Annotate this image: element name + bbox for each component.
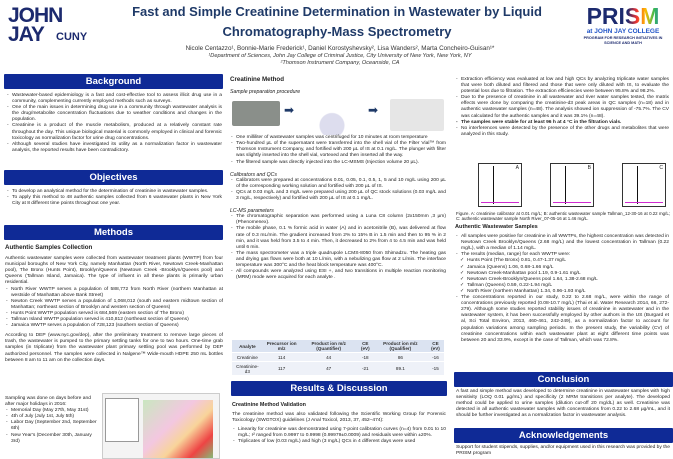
list-item: - Wastewater-based epidemiology is a fast and cost-effective tool to assess illicit drug use in a community, complementing currently employed methods such as surveys. <box>6 93 222 105</box>
list-item: - Calibrators were prepared at concentrations 0.01, 0.05, 0.1, 0.5, 1, 5 and 10 mg/L using 200 µL of the corresponding working solution and fortified with 200 µL of IS. <box>230 178 446 190</box>
table-cell: 47 <box>301 362 357 376</box>
column-header: Product ion m/z (Qualifier) <box>374 340 427 353</box>
filter-vial-image <box>302 97 362 135</box>
conclusion-heading: Conclusion <box>454 372 673 387</box>
list-item: - Labor Day (September 2nd, September 6th) <box>5 420 100 432</box>
chromatogram-label: B <box>587 165 591 171</box>
prism-sub: at JOHN JAY COLLEGE <box>586 28 660 35</box>
list-item: - One milliliter of wastewater samples was centrifuged for 10 minutes at room temperature <box>230 135 446 141</box>
aws-section <box>455 224 669 344</box>
column-header: CE (eV) <box>427 340 444 353</box>
list-item: - One of the main issues in determining drug use in a community through wastewater analysis is the drug/metabolite concentration fluctuations due to weather conditions and changes in the population. <box>6 105 222 123</box>
table-cell: -15 <box>427 362 444 376</box>
table-cell: 86 <box>374 353 427 362</box>
cal-title: Calibrators and QCs <box>230 171 277 178</box>
conclusion-text: A fast and simple method was developed to determine creatinine in wastewater samples with high sensitivity (LOQ 0.01 µg/mL) and specificity (2 MRM transitions per analyte). The developed method could be applied to urine samples (dilution cut-off 20 mg/dL) as well. Creatinine was detected in all authentic wastewater samples with concentrations from 0.22 to 2.68 µg/mL, and it should be further investigated as a normalization factor in wastewater analysis. <box>456 389 670 419</box>
column-header: Product ion m/z (Quantifier) <box>301 340 357 353</box>
list-item: - Triplicates of low (0.03 mg/L) and high (3 mg/L) QCs in 4 different days were used <box>232 439 446 445</box>
prep-title: Sample preparation procedure <box>230 89 301 96</box>
affiliation-2: ²Thomson Instrument Company, Oceanside, CA <box>280 59 400 66</box>
collection-text: Authentic wastewater samples were collected from wastewater treatment plants (WWTP) from four municipal boroughs of New York City, namely Manhattan (North River, Newtown Creek-Manhattan pool), The Bronx (Hunts Point), Brooklyn/Queens (Newtown Creek -Brooklyn/Queens pool) and Queens (Tallman Island, Jamaica). The type of influent in all these plants is primarily urban residential. <box>5 256 223 286</box>
table-cell: 114 <box>263 353 301 362</box>
arrow-icon: ➡ <box>368 103 379 118</box>
chromatogram-c <box>622 163 666 207</box>
chromatogram-a <box>478 163 522 207</box>
list-item: - Linearity for creatinine was demonstrated using 7-point calibration curves (n=4) from 0.01 to 10 mg/L; r² ranged from 0.9997 to 0.9998 (0.99979±0.0009) and residuals were within ±20%. <box>232 427 446 439</box>
results-list <box>455 77 669 138</box>
table-cell: Creatinine- d3 <box>232 362 263 376</box>
chromatogram-label: A <box>515 165 519 171</box>
figure-caption: Figure. A: creatinine calibrator at 0.01 mg/L; B: authentic wastewater sample Tallman_12-30-16 at 0.22 mg/L; C: authentic wastewater sample North River_07-05-16 at 1.46 mg/L. <box>456 211 670 221</box>
table-cell: 44 <box>301 353 357 362</box>
list-item: - Two-hundred µL of the supernatant were transferred into the shell vial of the Filter Vial™ from Thomson Instrument Company, and fortified with 200 µL of IS at 0.1 mg/L. The plunger with filter was slightly inserted into the shell vial, vortexed and then inserted all the way. <box>230 141 446 159</box>
column-header: Precursor ion m/z <box>263 340 301 353</box>
affiliations <box>150 53 530 66</box>
list-item: ✓ Jamaica (Queens) 1.06, 0.68-1.66 mg/L <box>455 265 669 271</box>
arrow-icon: ➡ <box>284 103 295 118</box>
acknowledgements-heading: Acknowledgements <box>454 428 673 443</box>
list-item: - To apply this method to 48 authentic samples collected from 6 wastewater plants in New York City at 8 different time points throughout one year. <box>6 195 222 207</box>
list-item: ✓ Tallman (Queens) 0.59, 0.22-1.94 mg/L <box>455 283 669 289</box>
list-item: - New Year's (December 30th, January 3rd) <box>5 433 100 445</box>
list-item: ✓ Newtown Creek-Manhattan pool 1.19, 0.9-1.61 mg/L <box>455 271 669 277</box>
list-item: - The results (median, range) for each WWTP were: <box>455 252 669 258</box>
results-heading: Results & Discussion <box>231 381 447 396</box>
lcms-instrument-image <box>390 99 444 131</box>
table-row <box>232 353 444 362</box>
column-header: CE (eV) <box>357 340 374 353</box>
prism-logo <box>578 4 668 62</box>
lcms-title: LC-MS parameters <box>230 208 274 215</box>
list-item: - All compounds were analyzed using ESI +, and two transitions in multiple reaction monitoring (MRM) mode were acquired for each analyte . <box>230 269 446 281</box>
background-list <box>6 93 222 154</box>
list-item: - Creatinine is a product of the muscle metabolism, produced at a relatively constant rate throughout the day. This unique biological material is commonly employed in clinical and forensic toxicology as normalization factor for urine drug concentrations. <box>6 123 222 141</box>
table-row <box>232 362 444 376</box>
nyc-wwtp-map <box>102 393 220 459</box>
list-item: ✓ North River (northern Manhattan) 1.34, 0.96-1.93 mg/L <box>455 289 669 295</box>
list-item: - To develop an analytical method for the determination of creatinine in wastewater samples. <box>6 189 222 195</box>
dep-text: According to DEP (www.nyc.gov/dep), after the preliminary treatment to remove large pieces of trash, the wastewater is pumped to the primary settling tanks for one to two hours. One-time grab samples (in triplicate) from the wastewater plant primary settling pool was performed by DEP authorized personnel. The samples were collected in Nalgene™ Wide-mouth HDPE 250 mL bottles between 8 am to 11 am on the collection days. <box>5 333 223 363</box>
table-cell: 117 <box>263 362 301 376</box>
methods-heading: Methods <box>4 225 223 240</box>
chromatogram-label: C <box>659 165 663 171</box>
table-cell: Creatinine <box>232 353 263 362</box>
background-heading: Background <box>4 74 223 89</box>
validation-section <box>232 402 446 446</box>
validation-text: The creatinine method was also validated following the Scientific Working Group for Forensic Toxicology (SWGTOX) guidelines (J Anal Toxicol, 2013, 37, 452–474): <box>232 412 446 424</box>
table-cell: -21 <box>357 362 374 376</box>
table-cell: -18 <box>357 353 374 362</box>
list-item: - North River WWTP serves a population of 588,772 from North River (northern Manhattan at westside of Manhattan above Bank Street) <box>5 287 223 299</box>
list-item: - Hunts Point WWTP population served is 684,569 (eastern section of The Bronx) <box>5 311 223 317</box>
sampling-intro: Sampling was done on days before and after major holidays in 2016: <box>5 396 91 408</box>
validation-title: Creatinine Method Validation <box>232 402 306 408</box>
list-item: - The filtered sample was directly injected into the LC-MSMS (Injection volume 20 µL). <box>230 160 446 166</box>
list-item: - 4th of July (July 1st, July 5th) <box>5 414 100 420</box>
list-item: - No interferences were detected by the presence of the other drugs and metabolites that were analyzed in this study. <box>455 126 669 138</box>
list-item: - The chromatographic separation was performed using a Luna C8 column (2x150mm ,3 µm) (Phenomenex). <box>230 214 446 226</box>
collection-title: Authentic Samples Collection <box>5 244 93 251</box>
list-item: - Extraction efficiency was evaluated at low and high QCs by analyzing triplicate water samples that were both diluted and filtered and those that were only diluted with IS, to evaluate the potential loss due to filtration. The extraction efficiencies were between 95.8% and 98.2%. <box>455 77 669 95</box>
table-cell: 89.1 <box>374 362 427 376</box>
chromatogram-b <box>550 163 594 207</box>
column-header: Analyte <box>232 340 263 353</box>
list-item: ✓ Hunts Point (The Bronx) 0.81, 0.47-1.37 mg/L <box>455 258 669 264</box>
prism-tagline: PROGRAM FOR RESEARCH INITIATIVES IN SCIENCE AND MATH <box>583 36 663 45</box>
affiliation-1: ¹Department of Sciences, John Jay College of Criminal Justice, City University of New York, New York, NY <box>208 53 472 59</box>
list-item: - Due to the presence of creatinine in all wastewater and river water samples tested, the matrix effects were done by comparing the creatinine-d3 peak areas in QC samples (n=18) and in authentic wastewater samples (n=48). The analysis showed ion suppression of -75.7%. The CV was calculated for the authentic samples and it was 39.1% (n=48). <box>455 95 669 119</box>
table-cell: -16 <box>427 353 444 362</box>
list-item: ✓ Newtown Creek-Brooklyn/Queens pool 1.64, 1.38-2.68 mg/L <box>455 277 669 283</box>
list-item: - Although several studies have investigated its utility as a normalization factor in wastewater analysis, the reported results have been contradictory. <box>6 142 222 154</box>
method-title: Creatinine Method <box>230 76 284 83</box>
wastewater-tank-image <box>232 101 280 126</box>
prism-text: PRISM <box>578 4 668 28</box>
map-legend <box>105 398 139 442</box>
map-boroughs <box>143 400 213 459</box>
creatinine-method <box>230 77 446 281</box>
list-item: - The concentrations reported in our study, 0.22 to 2.68 mg/L, were within the range of concentrations previously reported (0.08-10.7 mg/L) (Thai et al. Water Research 2014, 66, 272-279). Although some studies reported stability issues of creatinine in wastewater and in the wastewater system, it has been successfully employed by other authors in the US (Burgard et al, Sci Total Environ, 2013, 460-461, 242-249), as a normalization factor to account for population variations among sampling periods. In the present study, the variability (CV) of creatinine concentrations within each wastewater plant at eight different time points was between 20 and 33.9%, except in the case of Tallman, which was 72.8%. <box>455 295 669 344</box>
prep-images <box>230 95 446 135</box>
john-jay-logo <box>8 4 88 56</box>
aws-title: Authentic Wastewater Samples <box>455 224 538 230</box>
logo-text: JOHN JAY <box>8 4 63 46</box>
list-item: - The samples were stable for at least 96 h at 4 °C in the filtration vials. <box>455 120 669 126</box>
list-item: - QCs at 0.03 mg/L and 3 mg/L were prepared using 200 µL of QC stock solutions (0.03 mg/L and 3 mg/L, respectively) and fortified with 200 µL of IS at 0.1 mg/L. <box>230 190 446 202</box>
methods-collection <box>5 245 223 364</box>
cuny-text: CUNY <box>56 31 88 43</box>
table-header-row <box>232 340 444 353</box>
acknowledgements-text: Support for student stipends, supplies, and/or equipment used in this research was provided by the PRISM program <box>456 445 670 457</box>
objectives-heading: Objectives <box>4 170 223 185</box>
objectives-list <box>6 189 222 207</box>
authors: Nicole Centazzo¹, Bonnie-Marie Frederick¹, Daniel Korostyshevsky², Lisa Wanders², Marta Concheiro-Guisan¹* <box>185 45 495 52</box>
list-item: - Newton Creek WWTP serves a population of 1,068,012 (south and eastern midtown section of Manhattan; northeast section of Brooklyn and western section of Queens) <box>5 299 223 311</box>
list-item: - All samples were positive for creatinine in all WWTPs, the highest concentration was detected in Newtown Creek Brooklyn/Queens (2.68 mg/L) and the lowest concentration in Tallman (0.22 mg/L), with a median of 1.14 mg/L. <box>455 234 669 252</box>
poster-title: Fast and Simple Creatinine Determination in Wastewater by Liquid Chromatography-Mass Spectrometry <box>132 4 542 39</box>
sampling-list <box>5 396 100 445</box>
list-item: - The mass spectrometer was a triple quadrupole LCMS-8050 from Shimadzu. The heating gas and drying gas flows were both at 10 L/min, with a nebulizing gas flow at 2 L/min. The interface temperature was 300°C and the heat block temperature was 400°C. <box>230 251 446 269</box>
list-item: - The mobile phase, 0.1 % formic acid in water (A) and in acetonitrile (B), was delivered at flow rate of 0.3 mL/min. The gradient increased from 2% to 15% B in 1.5 min and then to 95 % in 2 min, and it was held from 3.5 to 4 min. Then, it decreased to 2% from 4 to 4.5 min and was held until 6 min. <box>230 226 446 250</box>
list-item: - Jamaica WWTP serves a population of 728,123 (southern section of Queens) <box>5 323 223 329</box>
list-item: - Memorial Day (May 27th, May 31st) <box>5 408 100 414</box>
mrm-table <box>232 340 444 375</box>
list-item: - Tallman Island WWTP population served is 410,812 (northeast section of Queens) <box>5 317 223 323</box>
